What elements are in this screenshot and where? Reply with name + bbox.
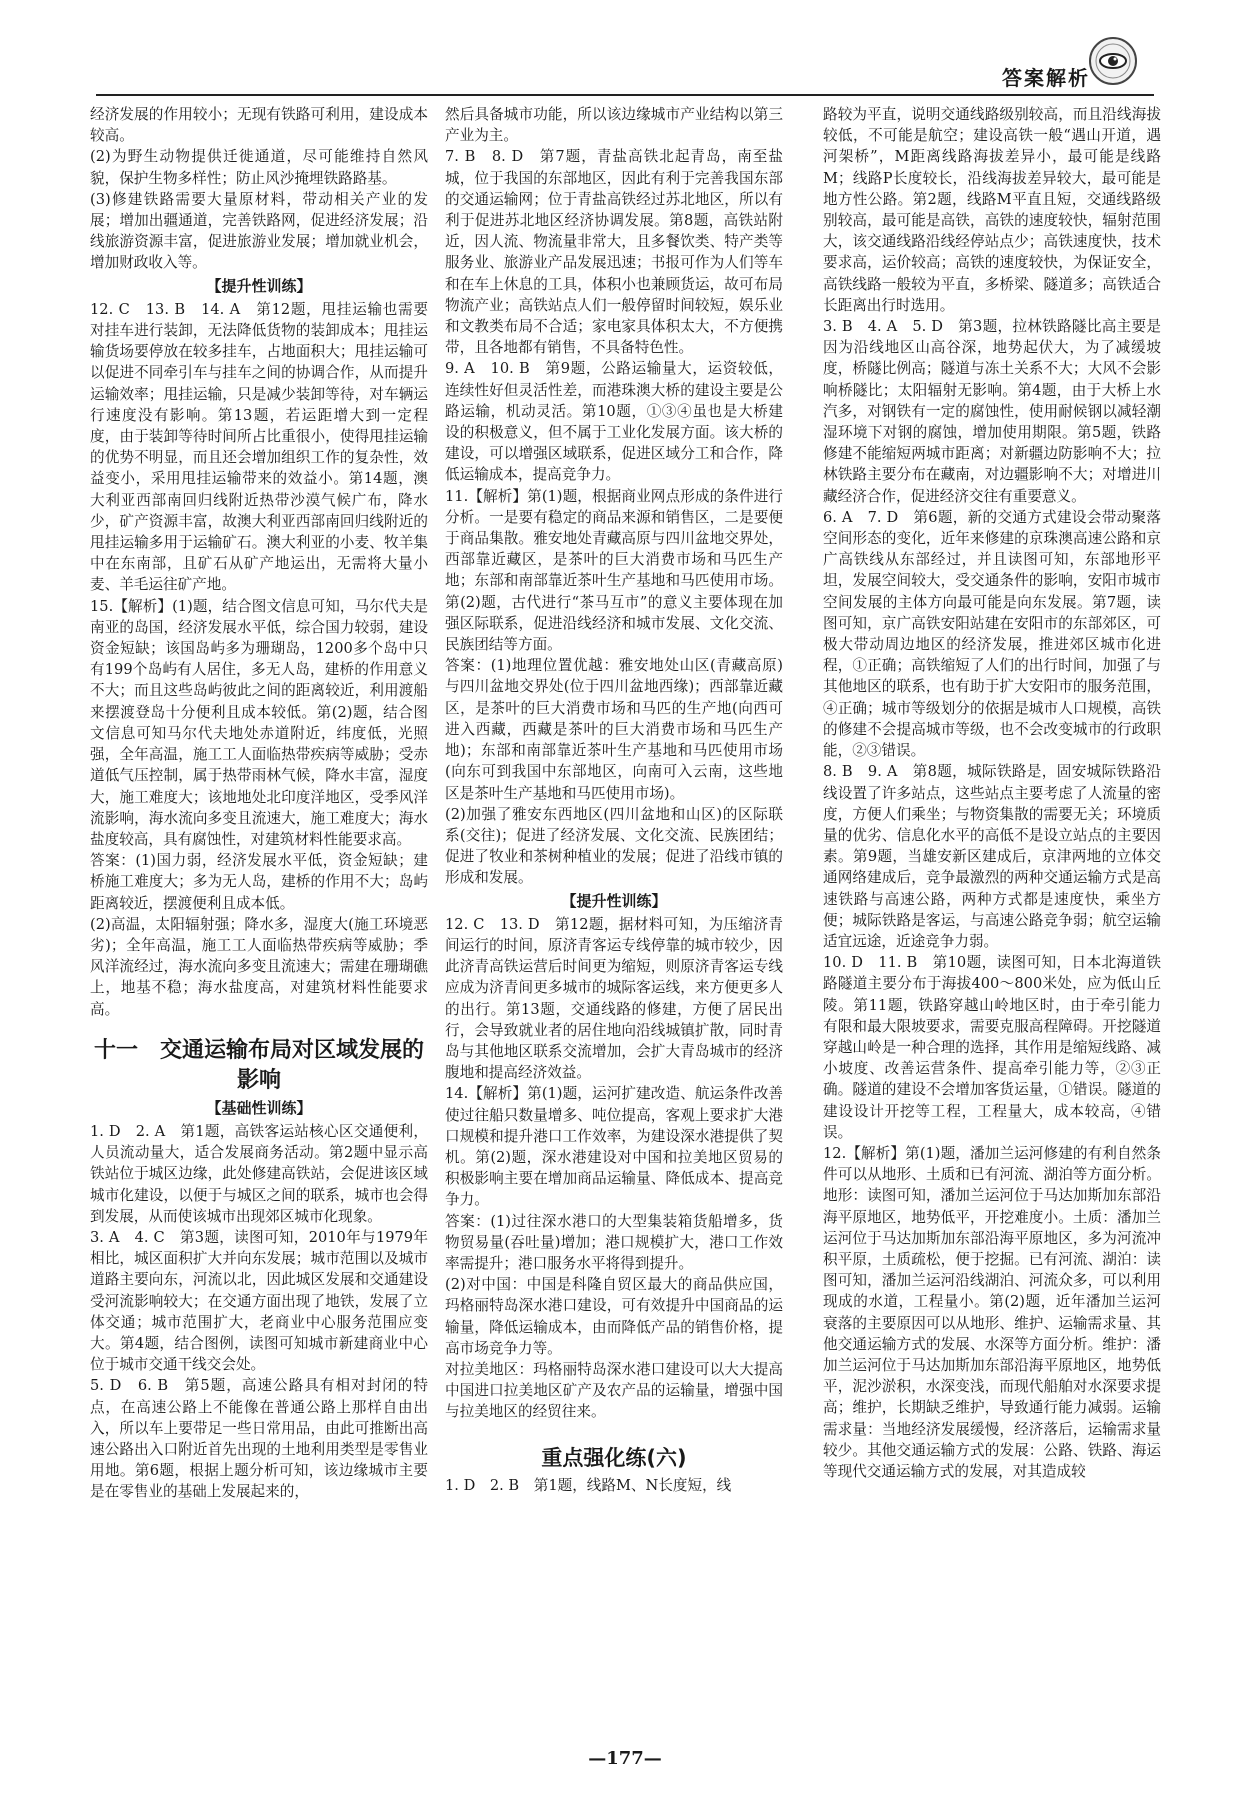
header-title: 答案解析 <box>1002 66 1090 90</box>
answer-paragraph: 答案：(1)地理位置优越：雅安地处山区(青藏高原)与四川盆地交界处(位于四川盆地西缘)；西部靠近藏区，是茶叶的巨大消费市场和马匹的生产地(向西可进入西藏，西藏是茶叶的巨大消费市场和马匹生产地)；东部和南部靠近茶叶生产基地和马匹使用市场(向东可到我国中东部地区，向南可入云南，这些地区是茶叶生产基地和马匹使用市场)。 <box>445 657 783 802</box>
paragraph: (2)高温，太阳辐射强；降水多，湿度大(施工环境恶劣)；全年高温，施工工人面临热带疾病等威胁；季风洋流经过，海水流向多变且流速大；需建在珊瑚礁上，地基不稳；海水盐度高，对建筑材料性能要求高。 <box>90 915 428 1018</box>
paragraph: 7. B 8. D 第7题，青盐高铁北起青岛，南至盐城，位于我国的东部地区，因此有利于完善我国东部的交通运输网；位于青盐高铁经过苏北地区，所以有利于促进苏北地区经济协调发展。第8题，高铁站附近，因人流、物流量非常大，且多餐饮类、特产类等服务业、旅游业产品发展迅速；书报可作为人们等车和在车上休息的工具，体积小也兼顾货运，故可布局物流产业；高铁站点人们一般停留时间较短，娱乐业和文教类布局不合适；家电家具体积太大，不方便携带，且各地都有销售，不具备特色性。 <box>445 148 783 357</box>
chapter-title: 重点强化练(六) <box>541 1445 687 1470</box>
column-right <box>823 104 1161 1482</box>
paragraph: 3. B 4. A 5. D 第3题，拉林铁路隧比高主要是因为沿线地区山高谷深，地势起伏大，为了减缓坡度，桥隧比例高；隧道与冻土关系不大；大风不会影响桥隧比；太阳辐射无影响。第4题，由于大桥上水汽多，对钢铁有一定的腐蚀性，使用耐候钢以减轻潮湿环境下对钢的腐蚀，增加使用期限。第5题，铁路修建不能缩短两城市距离；对新疆边防影响不大；拉林铁路主要分布在藏南，对边疆影响不大；对增进川藏经济合作，促进经济交往有重要意义。 <box>823 318 1161 505</box>
paragraph: 12. C 13. B 14. A 第12题，甩挂运输也需要对挂车进行装卸，无法降低货物的装卸成本；甩挂运输货场要停放在较多挂车，占地面积大；甩挂运输可以促进不同牵引车与挂车之间的协调合作，从而提升运输效率；甩挂运输，只是减少装卸等待，对车辆运行速度没有影响。第13题，若运距增大到一定程度，由于装卸等待时间所占比重很小，使得甩挂运输的优势不明显，而且还会增加组织工作的复杂性，效益变小，采用甩挂运输带来的效益小。第14题，澳大利亚西部南回归线附近热带沙漠气候广布，降水少，矿产资源丰富，故澳大利亚西部南回归线附近的甩挂运输多用于运输矿石。澳大利亚的小麦、牧羊集中在东南部，且矿石从矿产地运出，无需将大量小麦、羊毛运往矿产地。 <box>90 300 428 594</box>
paragraph: 11.【解析】第(1)题，根据商业网点形成的条件进行分析。一是要有稳定的商品来源和销售区，二是要便于商品集散。雅安地处青藏高原与四川盆地交界处，西部靠近藏区，是茶叶的巨大消费市场和马匹生产地；东部和南部靠近茶叶生产基地和马匹使用市场。第(2)题，古代进行“茶马互市”的意义主要体现在加强区际联系，促进沿线经济和城市发展、文化交流、民族团结等方面。 <box>445 487 783 654</box>
paragraph: 然后具备城市功能，所以该边缘城市产业结构以第三产业为主。 <box>445 106 783 145</box>
paragraph: (2)为野生动物提供迁徙通道，尽可能维持自然风貌，保护生物多样性；防止风沙掩埋铁路路基。 <box>90 148 428 187</box>
page-header <box>0 0 1250 96</box>
paragraph: 9. A 10. B 第9题，公路运输量大，运资较低，连续性好但灵活性差，而港珠澳大桥的建设主要是公路运输，机动灵活。第10题，①③④虽也是大桥建设的积极意义，但不属于工业化发展方面。该大桥的建设，可以增强区域联系，促进区域分工和合作，降低运输成本，提高竞争力。 <box>445 360 783 484</box>
paragraph: 对拉美地区：玛格丽特岛深水港口建设可以大大提高中国进口拉美地区矿产及农产品的运输量，增强中国与拉美地区的经贸往来。 <box>445 1360 783 1421</box>
section-heading: 【提升性训练】 <box>561 891 667 910</box>
section-heading: 【提升性训练】 <box>206 276 312 295</box>
answer-paragraph: 答案：(1)国力弱，经济发展水平低，资金短缺；建桥施工难度大；多为无人岛，建桥的作用不大；岛屿距离较近，摆渡便利且成本低。 <box>90 852 428 912</box>
paragraph: (2)对中国：中国是科隆自贸区最大的商品供应国，玛格丽特岛深水港口建设，可有效提升中国商品的运输量，降低运输成本，由而降低产品的销售价格，提高市场竞争力等。 <box>445 1276 783 1357</box>
page-number: —177— <box>588 1748 662 1769</box>
paragraph: 12. C 13. D 第12题，据材料可知，为压缩济青间运行的时间，原济青客运专线停靠的城市较少，因此济青高铁运营后时间更为缩短，则原济青客运专线应成为济青间更多城市的城际客运线，来方便更多人的出行。第13题，交通线路的修建，方便了居民出行，会导致就业者的居住地向沿线城镇扩散，同时青岛与其他地区联系交流增加，会扩大青岛城市的经济腹地和提高经济效益。 <box>445 915 783 1082</box>
header-rule <box>96 94 1154 96</box>
paragraph: (3)修建铁路需要大量原材料，带动相关产业的发展；增加出疆通道，完善铁路网，促进经济发展；沿线旅游资源丰富，促进旅游业发展；增加就业机会，增加财政收入等。 <box>90 190 428 272</box>
paragraph: 8. B 9. A 第8题，城际铁路是，固安城际铁路沿线设置了许多站点，这些站点主要考虑了人流量的密度，方便人们乘坐；与物资集散的需要无关；环境质量的优劣、信息化水平的高低不是设立站点的主要因素。第9题，当雄安新区建成后，京津两地的立体交通网络建成后，竞争最激烈的两种交通运输方式是高速铁路与高速公路，两种方式都是速度快，乘坐方便；城际铁路是客运，与高速公路竞争弱；航空运输适宜远途，近途竞争力弱。 <box>823 763 1161 950</box>
paragraph: 14.【解析】第(1)题，运河扩建改造、航运条件改善使过往船只数量增多、吨位提高，客观上要求扩大港口规模和提升港口工作效率，为建设深水港提供了契机。第(2)题，深水港建设对中国和拉美地区贸易的积极影响主要在增加商品运输量、降低成本、提高竞争力。 <box>445 1085 783 1209</box>
column-middle <box>445 104 783 1496</box>
paragraph: 6. A 7. D 第6题，新的交通方式建设会带动聚落空间形态的变化，近年来修建的京珠澳高速公路和京广高铁线从东部经过，并且读图可知，东部地形平坦，发展空间较大，受交通条件的影响，安阳市城市空间发展的主体方向最可能是向东发展。第7题，读图可知，京广高铁安阳站建在安阳市的东部郊区，可极大带动周边地区的经济发展，推进郊区城市化进程，①正确；高铁缩短了人们的出行时间，加强了与其他地区的联系，也有助于扩大安阳市的服务范围，④正确；城市等级划分的依据是城市人口规模，高铁的修建不会提高城市等级，也不会改变城市的行政职能，②③错误。 <box>823 508 1161 760</box>
section-heading: 【基础性训练】 <box>206 1098 312 1117</box>
paragraph: 经济发展的作用较小；无现有铁路可利用，建设成本较高。 <box>90 106 428 145</box>
paragraph: 15.【解析】(1)题，结合图文信息可知，马尔代夫是南亚的岛国，经济发展水平低，综合国力较弱，建设资金短缺；该国岛屿多为珊瑚岛，1200多个岛中只有199个岛屿有人居住，多无人岛，建桥的作用意义不大；而且这些岛屿彼此之间的距离较近，利用渡船来摆渡登岛十分便利且成本较低。第(2)题，结合图文信息可知马尔代夫地处赤道附近，纬度低，光照强，全年高温，施工工人面临热带疾病等威胁；受赤道低气压控制，属于热带雨林气候，降水丰富，湿度大，施工难度大；该地地处北印度洋地区，受季风洋流影响，海水流向多变且流速大，施工难度大；海水盐度较高，具有腐蚀性，对建筑材料性能要求高。 <box>90 597 428 848</box>
eye-logo-icon <box>1088 36 1138 86</box>
paragraph: 3. A 4. C 第3题，读图可知，2010年与1979年相比，城区面积扩大并向东发展；城市范围以及城市道路主要向东，河流以北，因此城区发展和交通建设受河流影响较大；在交通方面出现了地铁，发展了立体交通；城市范围扩大，老商业中心服务范围应变大。第4题，结合图例，读图可知城市新建商业中心位于城市交通干线交会处。 <box>90 1228 428 1374</box>
paragraph: 1. D 2. B 第1题，线路M、N长度短，线 <box>445 1476 732 1494</box>
chapter-title: 十一 交通运输布局对区域发展的影响 <box>93 1037 424 1093</box>
column-left <box>90 104 428 1503</box>
paragraph: 路较为平直，说明交通线路级别较高，而且沿线海拔较低，不可能是航空；建设高铁一般“遇山开道，遇河架桥”，M距离线路海拔差异小，最可能是线路M；线路P长度较长，沿线海拔差异较大，最可能是地方性公路。第2题，线路M平直且短，交通线路级别较高，最可能是高铁，高铁的速度较快，辐射范围大，该交通线路沿线经停站点少；高铁速度快，技术要求高，运价较高；高铁的速度较快，为保证安全，高铁线路一般较为平直，多桥梁、隧道多；高铁适合长距离出行时选用。 <box>823 106 1161 314</box>
paragraph: (2)加强了雅安东西地区(四川盆地和山区)的区际联系(交往)；促进了经济发展、文化交流、民族团结；促进了牧业和茶树种植业的发展；促进了沿线市镇的形成和发展。 <box>445 805 783 887</box>
paragraph: 1. D 2. A 第1题，高铁客运站核心区交通便利，人员流动量大，适合发展商务活动。第2题中显示高铁站位于城区边缘，此处修建高铁站，会促进该区域城市化建设，以便于与城区之间的联系，城市也会得到发展，从而使该城市出现郊区城市化现象。 <box>90 1122 428 1225</box>
paragraph: 5. D 6. B 第5题，高速公路具有相对封闭的特点，在高速公路上不能像在普通公路上那样自由出入，所以车上要带足一些日常用品，由此可推断出高速公路出入口附近首先出现的土地利用类型是零售业用地。第6题，根据上题分析可知，该边缘城市主要是在零售业的基础上发展起来的， <box>90 1377 428 1501</box>
answer-paragraph: 答案：(1)过往深水港口的大型集装箱货船增多，货物贸易量(吞吐量)增加；港口规模扩大，港口工作效率需提升；港口服务水平将得到提升。 <box>445 1212 783 1272</box>
paragraph: 12.【解析】第(1)题，潘加兰运河修建的有利自然条件可以从地形、土质和已有河流、湖泊等方面分析。地形：读图可知，潘加兰运河位于马达加斯加东部沿海平原地区，地势低平，开挖难度小。土质：潘加兰运河位于马达加斯加东部沿海平原地区，多为河流冲积平原，土质疏松，便于挖掘。已有河流、湖泊：读图可知，潘加兰运河沿线湖泊、河流众多，可以利用现成的水道，工程量小。第(2)题，近年潘加兰运河衰落的主要原因可以从地形、维护、运输需求量、其他交通运输方式的发展、水深等方面分析。维护：潘加兰运河位于马达加斯加东部沿海平原地区，地势低平，泥沙淤积，水深变浅，而现代船舶对水深要求提高；维护，长期缺乏维护，导致通行能力减弱。运输需求量：当地经济发展缓慢，经济落后，运输需求量较少。其他交通运输方式的发展：公路、铁路、海运等现代交通运输方式的发展，对其造成较 <box>823 1144 1161 1480</box>
paragraph: 10. D 11. B 第10题，读图可知，日本北海道铁路隧道主要分布于海拔400～800米处，应为低山丘陵。第11题，铁路穿越山岭地区时，由于牵引能力有限和最大限坡要求，需要克服高程障碍。开挖隧道穿越山岭是一种合理的选择，其作用是缩短线路、减小坡度、改善运营条件、提高牵引能力等，②③正确。隧道的建设不会增加客货运量，①错误。隧道的建设设计开挖等工程，工程量大，成本较高，④错误。 <box>823 954 1161 1141</box>
